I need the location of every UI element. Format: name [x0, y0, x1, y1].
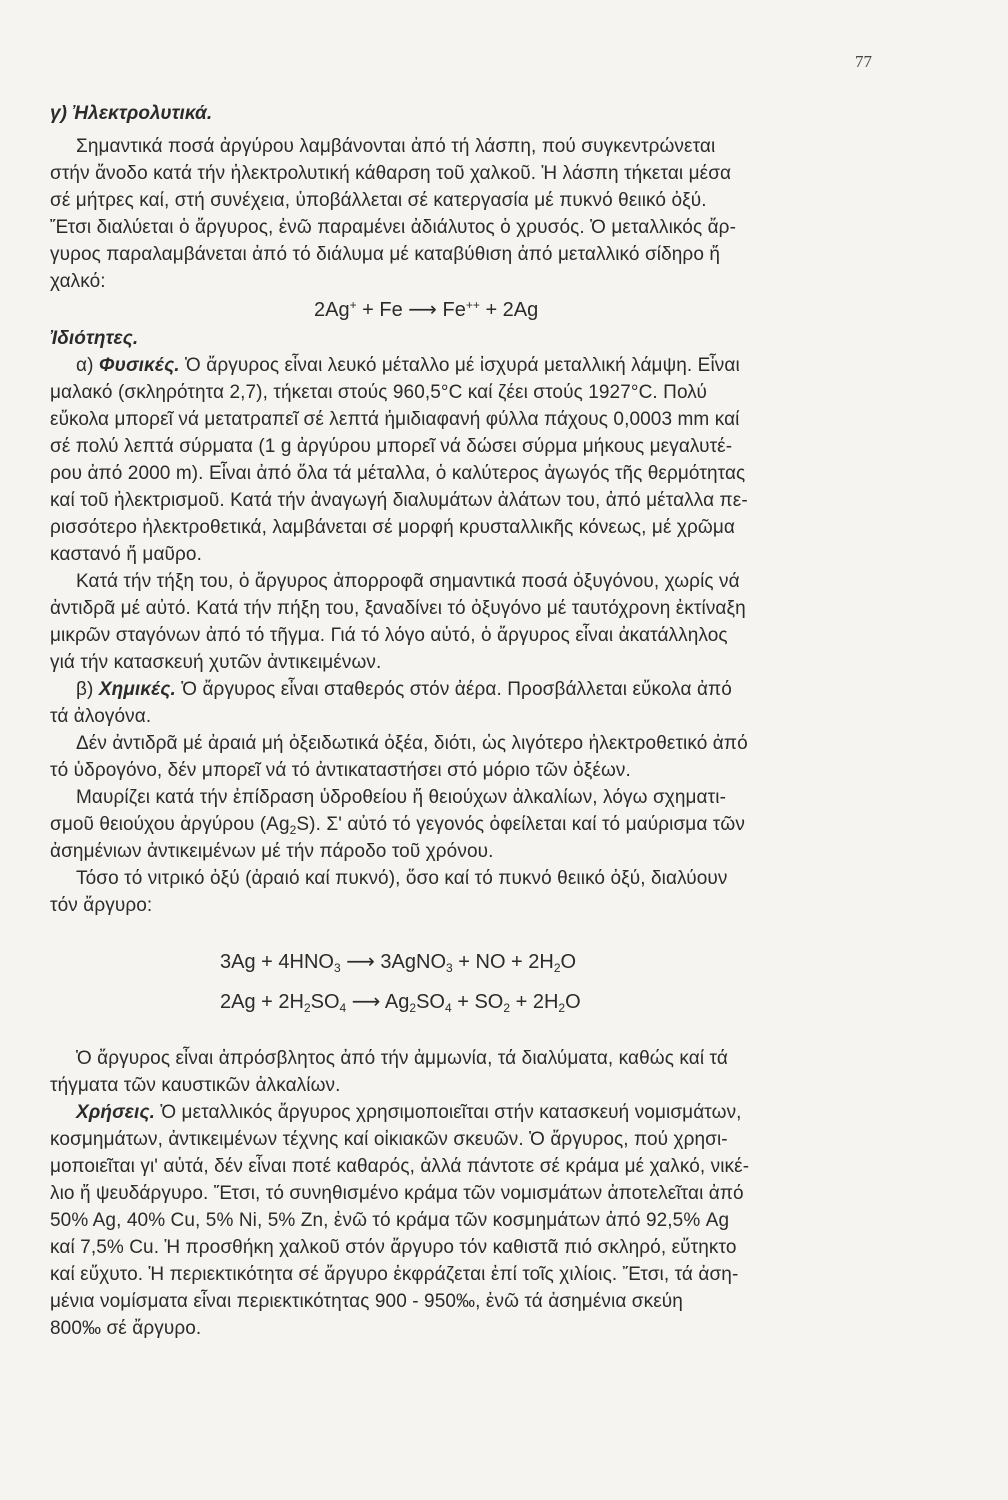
paragraph-line: καί τοῦ ἠλεκτρισμοῦ. Κατά τήν ἀναγωγή διαλυμάτων ἀλάτων του, ἀπό μέταλλα πε- [50, 490, 748, 511]
paragraph-line: μαλακό (σκληρότητα 2,7), τήκεται στούς 960,5°C καί ζέει στούς 1927°C. Πολύ [50, 382, 707, 403]
physical-label: Φυσικές. [98, 355, 180, 376]
paragraph-line: τόν ἄργυρο: [50, 895, 153, 916]
properties-heading: Ἰδιότητες. [50, 328, 139, 349]
paragraph-line: καί 7,5% Cu. Ἡ προσθήκη χαλκοῦ στόν ἄργυρο τόν καθιστᾶ πιό σκληρό, εὔτηκτο [50, 1237, 737, 1258]
paragraph-line: σέ μήτρες καί, στή συνέχεια, ὑποβάλλεται σέ κατεργασία μέ πυκνό θειικό ὀξύ. [50, 190, 707, 211]
paragraph-line: τά ἀλογόνα. [50, 706, 152, 727]
equation: 2Ag+ + Fe ⟶ Fe++ + 2Ag [314, 298, 539, 321]
paragraph-line: Ἔτσι διαλύεται ὁ ἄργυρος, ἐνῶ παραμένει ἀδιάλυτος ὁ χρυσός. Ὁ μεταλλικός ἄρ- [50, 217, 737, 238]
paragraph-line: μένια νομίσματα εἶναι περιεκτικότητας 900 - 950‰, ἐνῶ τά ἀσημένια σκεύη [50, 1291, 683, 1312]
paragraph-line: χαλκό: [50, 271, 106, 292]
page-body [50, 100, 880, 1342]
paragraph-line: καί εὔχυτο. Ἡ περιεκτικότητα σέ ἄργυρο ἐκφράζεται ἐπί τοῖς χιλίοις. Ἔτσι, τά ἀση- [50, 1264, 739, 1285]
paragraph-line: λιο ἤ ψευδάργυρο. Ἔτσι, τό συνηθισμένο κράμα τῶν νομισμάτων ἀποτελεῖται ἀπό [50, 1183, 744, 1204]
paragraph-line: εὔκολα μπορεῖ νά μετατραπεῖ σέ λεπτά ἡμιδιαφανή φύλλα πάχους 0,0003 mm καί [50, 409, 740, 430]
paragraph-line: τό ὑδρογόνο, δέν μπορεῖ νά τό ἀντικαταστήσει στό μόριο τῶν ὀξέων. [50, 760, 631, 781]
paragraph-line: μοποιεῖται γι' αὐτά, δέν εἶναι ποτέ καθαρός, ἀλλά πάντοτε σέ κράμα μέ χαλκό, νικέ- [50, 1156, 750, 1177]
paragraph-line: ἀντιδρᾶ μέ αὐτό. Κατά τήν πήξη του, ξαναδίνει τό ὀξυγόνο μέ ταυτόχρονη ἐκτίναξη [50, 598, 746, 619]
uses-label: Χρήσεις. [76, 1102, 155, 1123]
paragraph-line: ρου ἀπό 2000 m). Εἶναι ἀπό ὅλα τά μέταλλα, ὁ καλύτερος ἀγωγός τῆς θερμότητας [50, 463, 746, 484]
equation: $2Ag + 2H_2SO_4$ ⟶ $Ag_2SO_4 + SO_2 + 2H_2O$ [220, 991, 581, 1015]
paragraph-line: Χρήσεις. Ὁ μεταλλικός ἄργυρος χρησιμοποιεῖται στήν κατασκευή νομισμάτων, [76, 1102, 742, 1123]
paragraph-line: 800‰ σέ ἄργυρο. [50, 1318, 202, 1339]
paragraph-line: Ὁ ἄργυρος εἶναι ἀπρόσβλητος ἀπό τήν ἀμμωνία, τά διαλύματα, καθώς καί τά [76, 1048, 728, 1069]
paragraph-line: 50% Ag, 40% Cu, 5% Ni, 5% Zn, ἐνῶ τό κράμα τῶν κοσμημάτων ἀπό 92,5% Ag [50, 1210, 730, 1231]
paragraph-line: Σημαντικά ποσά ἀργύρου λαμβάνονται ἀπό τή λάσπη, πού συγκεντρώνεται [76, 136, 716, 157]
paragraph-line: κοσμημάτων, ἀντικειμένων τέχνης καί οἰκιακῶν σκευῶν. Ὁ ἄργυρος, πού χρησι- [50, 1129, 728, 1150]
chemical-label: Χημικές. [98, 679, 176, 700]
paragraph-line: γιά τήν κατασκευή χυτῶν ἀντικειμένων. [50, 652, 382, 673]
paragraph-line: ἀσημένιων ἀντικειμένων μέ τήν πάροδο τοῦ χρόνου. [50, 841, 494, 862]
paragraph-line: σμοῦ θειούχου ἀργύρου $(Ag_2S)$. Σ' αὐτό τό γεγονός ὀφείλεται καί τό μαύρισμα τῶν [50, 814, 745, 837]
paragraph-line: μικρῶν σταγόνων ἀπό τό τῆγμα. Γιά τό λόγο αὐτό, ὁ ἄργυρος εἶναι ἀκατάλληλος [50, 625, 728, 646]
paragraph-line: Κατά τήν τήξη του, ὁ ἄργυρος ἀπορροφᾶ σημαντικά ποσά ὀξυγόνου, χωρίς νά [76, 571, 740, 592]
paragraph-line: τήγματα τῶν καυστικῶν ἀλκαλίων. [50, 1075, 341, 1096]
paragraph-line: Δέν ἀντιδρᾶ μέ ἀραιά μή ὀξειδωτικά ὀξέα, διότι, ὡς λιγότερο ἠλεκτροθετικό ἀπό [76, 733, 748, 754]
paragraph-line: στήν ἄνοδο κατά τήν ἠλεκτρολυτική κάθαρση τοῦ χαλκοῦ. Ἡ λάσπη τήκεται μέσα [50, 163, 732, 184]
paragraph-line: γυρος παραλαμβάνεται ἀπό τό διάλυμα μέ καταβύθιση ἀπό μεταλλικό σίδηρο ἤ [50, 244, 721, 265]
paragraph-line: σέ πολύ λεπτά σύρματα (1 g ἀργύρου μπορεῖ νά δώσει σύρμα μήκους μεγαλυτέ- [50, 436, 733, 457]
section-title: γ) Ἠλεκτρολυτικά. [50, 103, 213, 124]
paragraph-line: β) Χημικές. Ὁ ἄργυρος εἶναι σταθερός στόν ἀέρα. Προσβάλλεται εὔκολα ἀπό [76, 679, 732, 700]
equation: $3Ag + 4HNO_3$ ⟶ 3AgNO$_3$ + NO + $2H_2O$ [220, 951, 577, 975]
paragraph-line: καστανό ἤ μαῦρο. [50, 544, 202, 565]
paragraph-line: α) Φυσικές. Ὁ ἄργυρος εἶναι λευκό μέταλλο μέ ἰσχυρά μεταλλική λάμψη. Εἶναι [76, 355, 740, 376]
paragraph-line: ρισσότερο ἠλεκτροθετικά, λαμβάνεται σέ μορφή κρυσταλλικῆς κόνεως, μέ χρῶμα [50, 517, 735, 538]
page-number: 77 [855, 52, 872, 71]
paragraph-line: Τόσο τό νιτρικό ὀξύ (ἀραιό καί πυκνό), ὅσο καί τό πυκνό θειικό ὀξύ, διαλύουν [76, 868, 728, 889]
paragraph-line: Μαυρίζει κατά τήν ἐπίδραση ὑδροθείου ἤ θειούχων ἀλκαλίων, λόγω σχηματι- [76, 787, 726, 808]
